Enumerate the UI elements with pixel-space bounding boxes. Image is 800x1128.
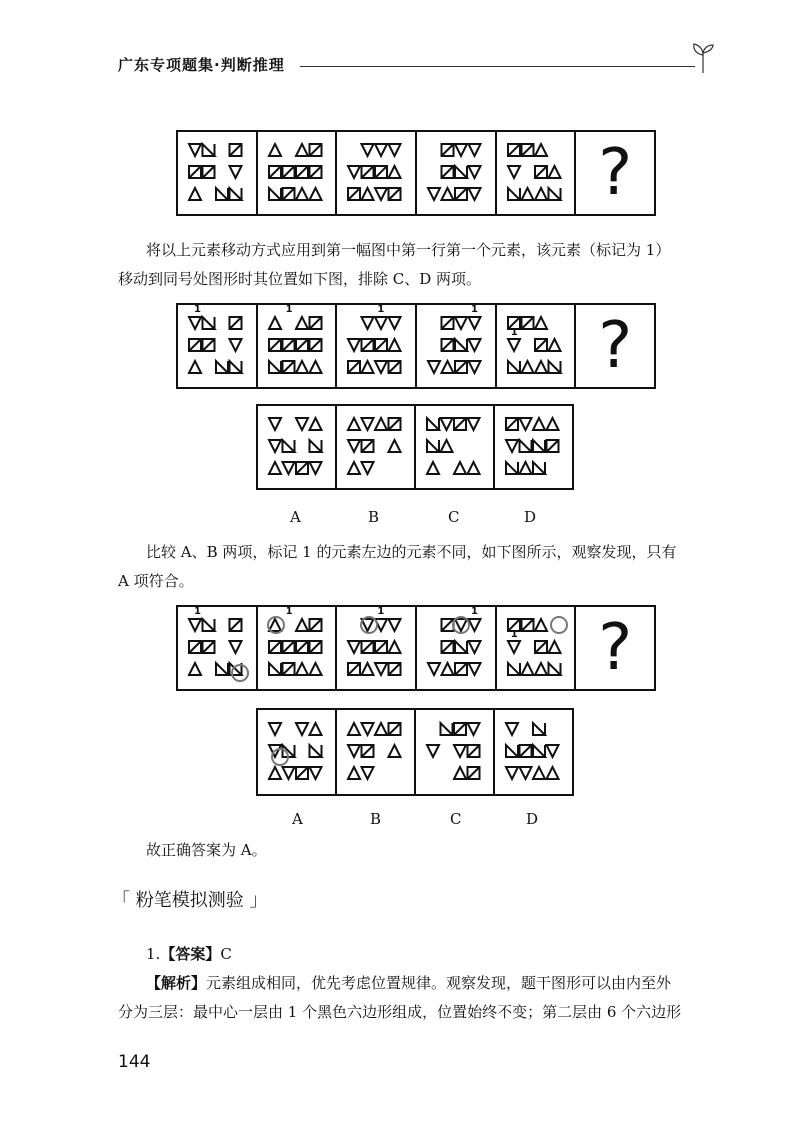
option-label: C [450, 810, 462, 828]
paragraph: 故正确答案为 A。 [146, 841, 267, 859]
figure-cell [497, 607, 577, 689]
figure-cell [497, 305, 577, 387]
triangle-pattern-icon [262, 412, 332, 482]
option-cell [337, 406, 416, 488]
marker-label: 1 [194, 304, 201, 315]
triangle-pattern-icon [262, 613, 332, 683]
paragraph: 比较 A、B 两项，标记 1 的元素左边的元素不同，如下图所示，观察发现，只有 [146, 543, 677, 561]
option-label: B [370, 810, 382, 828]
triangle-pattern-icon [182, 613, 252, 683]
figure-cell [178, 132, 258, 214]
analysis-line [146, 969, 671, 998]
figure-cell [258, 305, 338, 387]
analysis-text: 元素组成相同，优先考虑位置规律。观察发现，题干图形可以由内至外 [206, 974, 672, 992]
marker-label: 1 [194, 606, 201, 617]
analysis-tag: 【解析】 [146, 974, 207, 992]
figure-strip-2 [176, 303, 656, 389]
figure-cell [417, 305, 497, 387]
triangle-pattern-icon [499, 717, 569, 787]
figure-cell [337, 607, 417, 689]
triangle-pattern-icon [262, 138, 332, 208]
option-label: C [448, 508, 460, 526]
figure-cell [258, 132, 338, 214]
triangle-pattern-icon [499, 412, 569, 482]
answer-line [146, 940, 232, 969]
figure-cell [576, 132, 654, 214]
figure-cell [337, 305, 417, 387]
figure-cell [417, 607, 497, 689]
answer-value: C [220, 945, 232, 963]
option-cell [495, 406, 572, 488]
section-title: 「 粉笔模拟测验 」 [112, 890, 268, 911]
triangle-pattern-icon [262, 717, 332, 787]
page-number: 144 [118, 1052, 151, 1072]
option-cell [416, 710, 495, 794]
answer-number: 1. [146, 945, 161, 963]
triangle-pattern-icon [341, 311, 411, 381]
options-strip-2 [256, 708, 574, 796]
option-label: B [368, 508, 380, 526]
triangle-pattern-icon [182, 138, 252, 208]
marker-label: 1 [471, 304, 478, 315]
figure-cell [417, 132, 497, 214]
option-cell [258, 406, 337, 488]
paragraph: 移动到同号处图形时其位置如下图，排除 C、D 两项。 [118, 270, 482, 288]
option-label: D [526, 810, 539, 828]
figure-strip-1 [176, 130, 656, 216]
figure-cell [497, 132, 577, 214]
triangle-pattern-icon [341, 613, 411, 683]
figure-cell [258, 607, 338, 689]
option-label: D [524, 508, 537, 526]
triangle-pattern-icon [501, 138, 571, 208]
paragraph: A 项符合。 [118, 572, 194, 590]
question-mark: ? [598, 611, 633, 685]
triangle-pattern-icon [341, 717, 411, 787]
running-header: 广东专项题集·判断推理 [118, 56, 285, 74]
options-strip-1 [256, 404, 574, 490]
triangle-pattern-icon [421, 613, 491, 683]
sprout-icon [688, 40, 718, 74]
header-rule [300, 66, 695, 67]
option-cell [258, 710, 337, 794]
triangle-pattern-icon [420, 412, 490, 482]
marker-label: 1 [377, 606, 385, 617]
answer-tag: 【答案】 [160, 945, 221, 963]
triangle-pattern-icon [421, 311, 491, 381]
marker-label: 1 [377, 304, 385, 315]
triangle-pattern-icon [421, 138, 491, 208]
marker-label: 1 [285, 304, 293, 315]
paragraph: 分为三层：最中心一层由 1 个黑色六边形组成，位置始终不变；第二层由 6 个六边形 [118, 1003, 682, 1021]
triangle-pattern-icon [420, 717, 490, 787]
triangle-pattern-icon [262, 311, 332, 381]
option-cell [416, 406, 495, 488]
triangle-pattern-icon [341, 138, 411, 208]
figure-strip-3 [176, 605, 656, 691]
paragraph: 将以上元素移动方式应用到第一幅图中第一行第一个元素，该元素（标记为 1） [146, 241, 671, 259]
marker-label: 1 [510, 629, 518, 640]
question-mark: ? [598, 136, 633, 210]
triangle-pattern-icon [501, 311, 571, 381]
triangle-pattern-icon [341, 412, 411, 482]
triangle-pattern-icon [182, 311, 252, 381]
marker-label: 1 [510, 327, 518, 338]
option-cell [495, 710, 572, 794]
option-cell [337, 710, 416, 794]
figure-cell [178, 305, 258, 387]
triangle-pattern-icon [501, 613, 571, 683]
figure-cell [576, 607, 654, 689]
marker-label: 1 [471, 606, 478, 617]
question-mark: ? [598, 309, 633, 383]
option-label: A [290, 508, 301, 526]
figure-cell [576, 305, 654, 387]
figure-cell [337, 132, 417, 214]
marker-label: 1 [285, 606, 293, 617]
figure-cell [178, 607, 258, 689]
option-label: A [292, 810, 303, 828]
